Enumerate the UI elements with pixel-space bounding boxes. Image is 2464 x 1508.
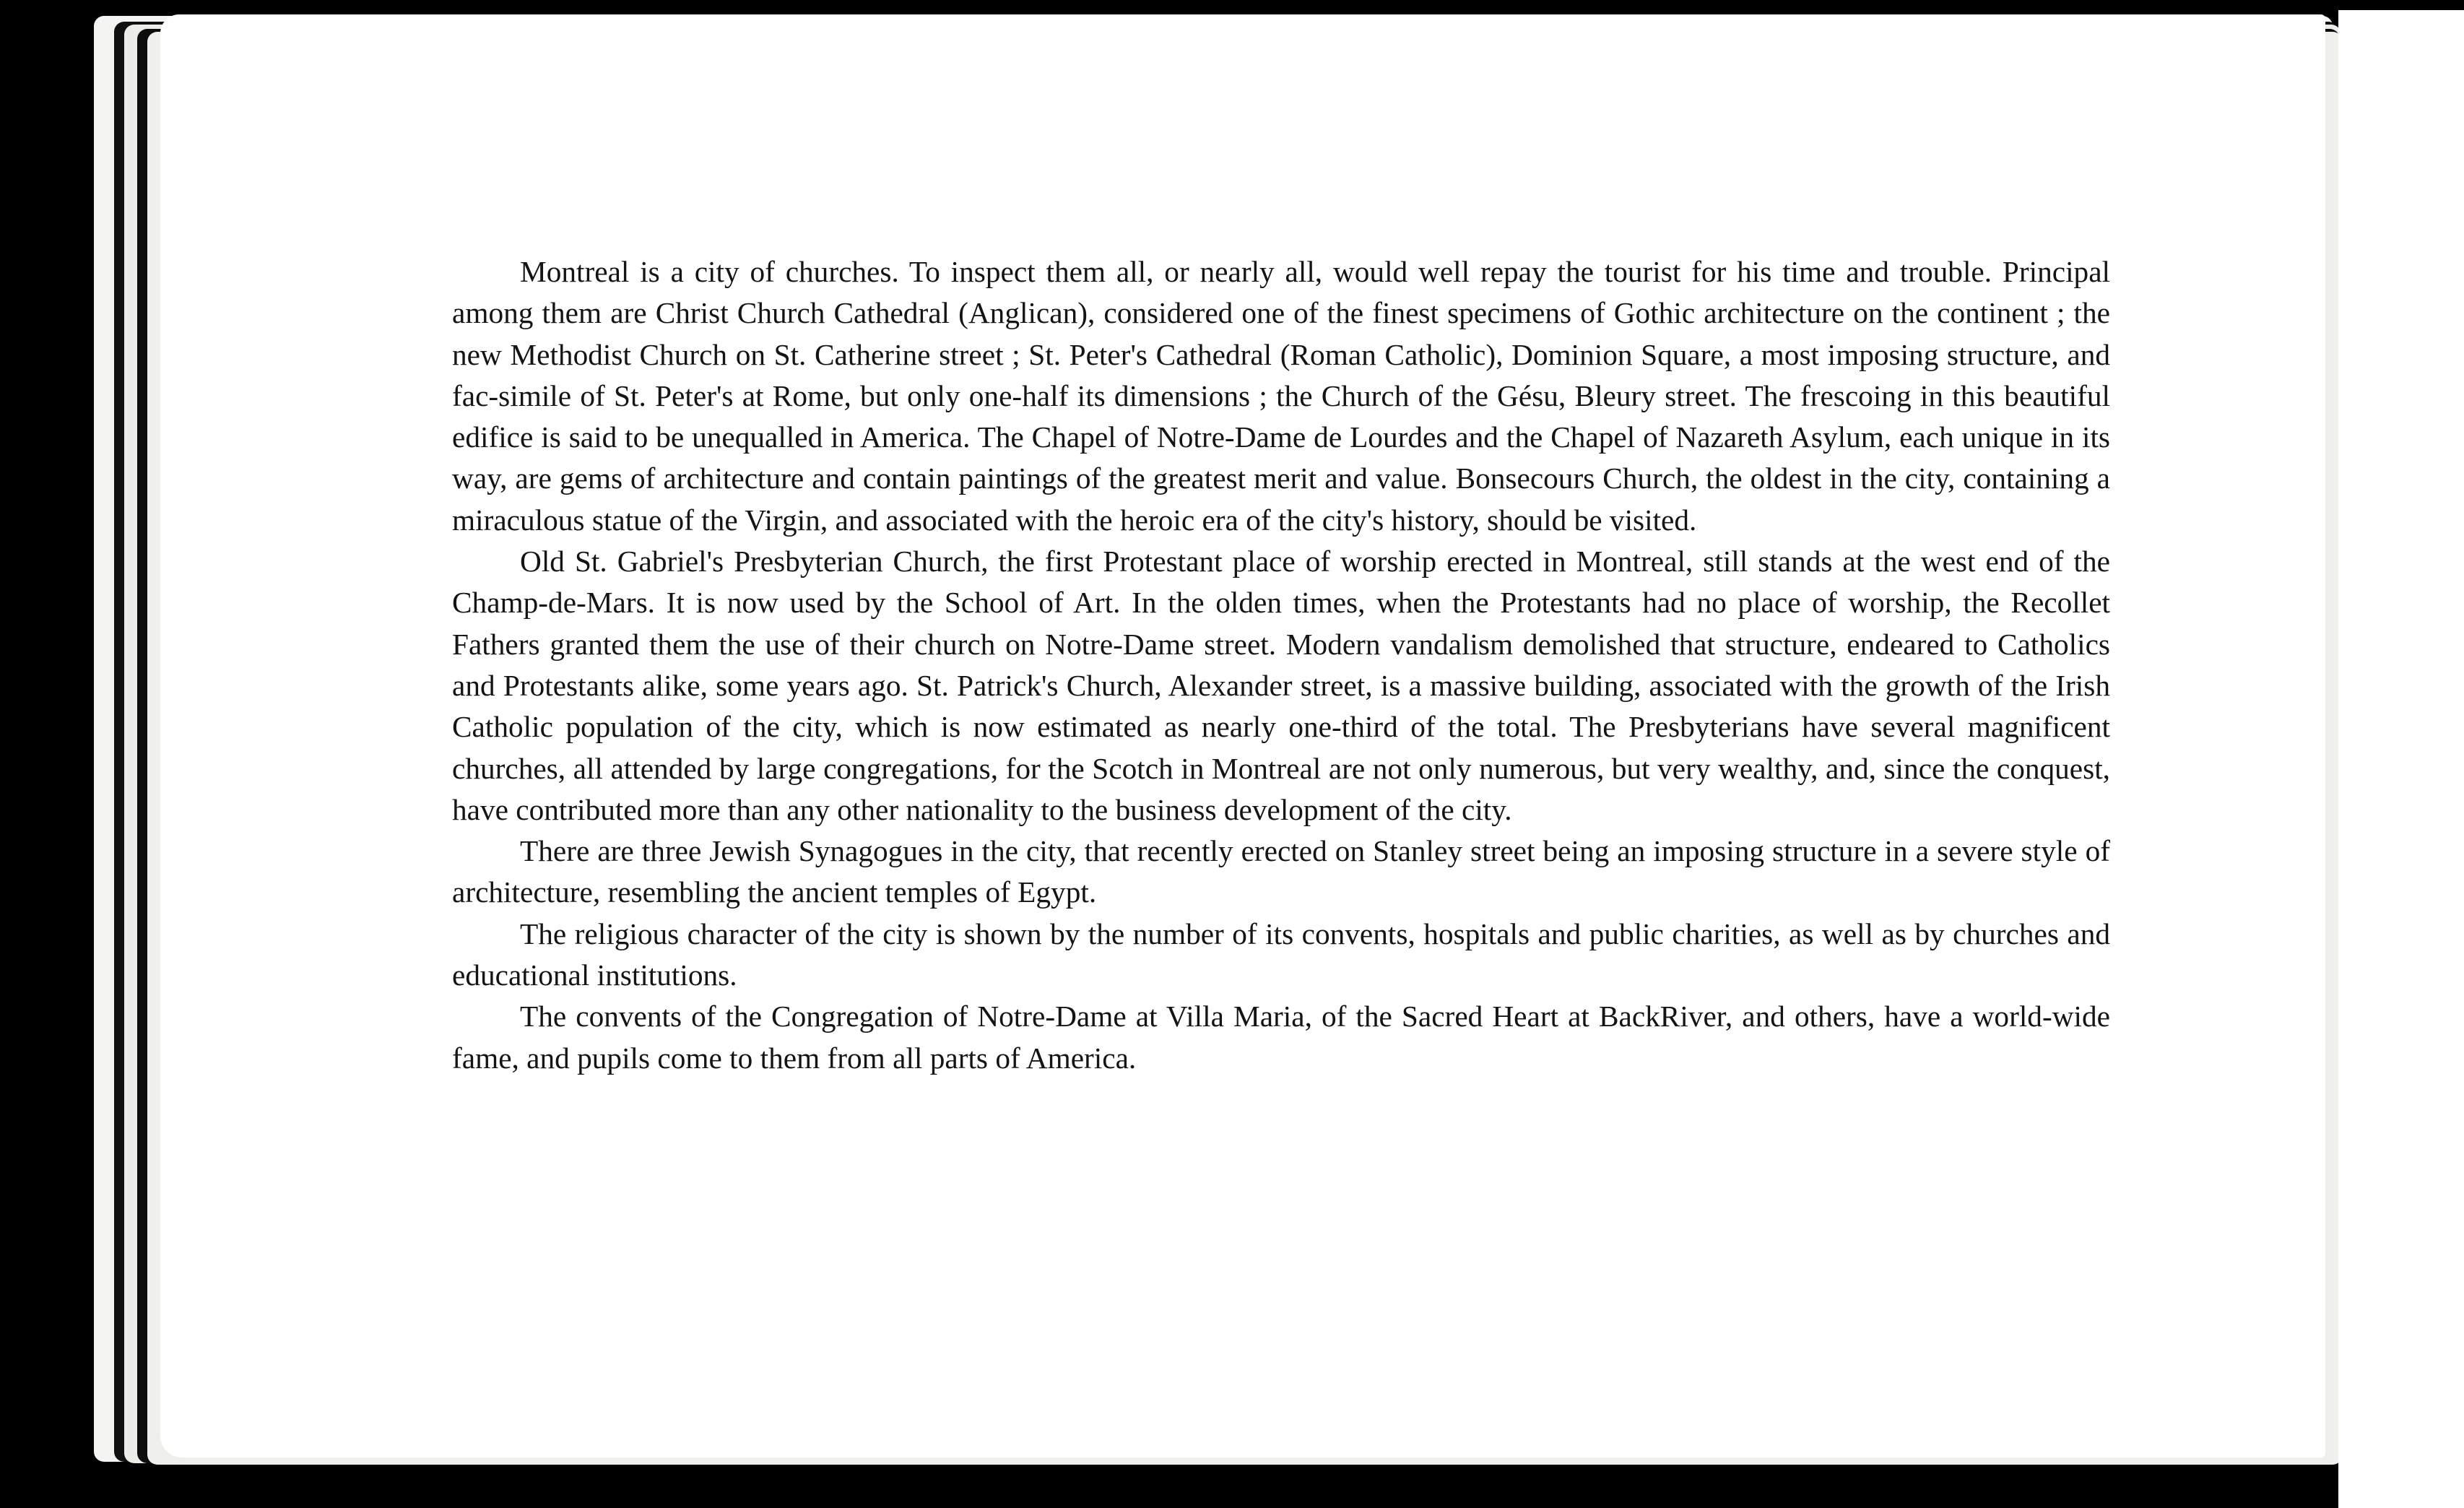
paragraph: The religious character of the city is shown by the number of its convents, hospitals and public charities, as well as by churches and educational institutions. xyxy=(452,916,2110,992)
body-text xyxy=(452,251,2110,1079)
facing-page-edge xyxy=(2338,10,2464,1508)
paragraph: There are three Jewish Synagogues in the city, that recently erected on Stanley street being an imposing structure in a severe style of architecture, resembling the ancient temples of Egypt. xyxy=(452,834,2110,909)
paragraph: Montreal is a city of churches. To inspect them all, or nearly all, would well repay the tourist for his time and trouble. Principal among them are Christ Church Cathedral (Anglican), considered one of the finest specimens of Gothic architecture on the continent ; the new Methodist Church on St. Catherine street ; St. Peter's Cathedral (Roman Catholic), Dominion Square, a most imposing structure, and fac-simile of St. Peter's at Rome, but only one-half its dimensions ; the Church of the Gésu, Bleury street. The frescoing in this beautiful edifice is said to be unequalled in America. The Chapel of Notre-Dame de Lourdes and the Chapel of Nazareth Asylum, each unique in its way, are gems of architecture and contain paintings of the greatest merit and value. Bonsecours Church, the oldest in the city, containing a miraculous statue of the Virgin, and associated with the heroic era of the city's history, should be visited. xyxy=(452,255,2110,537)
paragraph: The convents of the Congregation of Notre-Dame at Villa Maria, of the Sacred Heart at BackRiver, and others, have a world-wide fame, and pupils come to them from all parts of America. xyxy=(452,1000,2110,1075)
paragraph: Old St. Gabriel's Presbyterian Church, the first Protestant place of worship erected in Montreal, still stands at the west end of the Champ-de-Mars. It is now used by the School of Art. In the olden times, when the Protestants had no place of worship, the Recollet Fathers granted them the use of their church on Notre-Dame street. Modern vandalism demolished that structure, endeared to Catholics and Protestants alike, some years ago. St. Patrick's Church, Alexander street, is a massive building, associated with the growth of the Irish Catholic population of the city, which is now estimated as nearly one-third of the total. The Presbyterians have several magnificent churches, all attended by large congregations, for the Scotch in Montreal are not only numerous, but very wealthy, and, since the conquest, have contributed more than any other nationality to the business development of the city. xyxy=(452,545,2110,826)
